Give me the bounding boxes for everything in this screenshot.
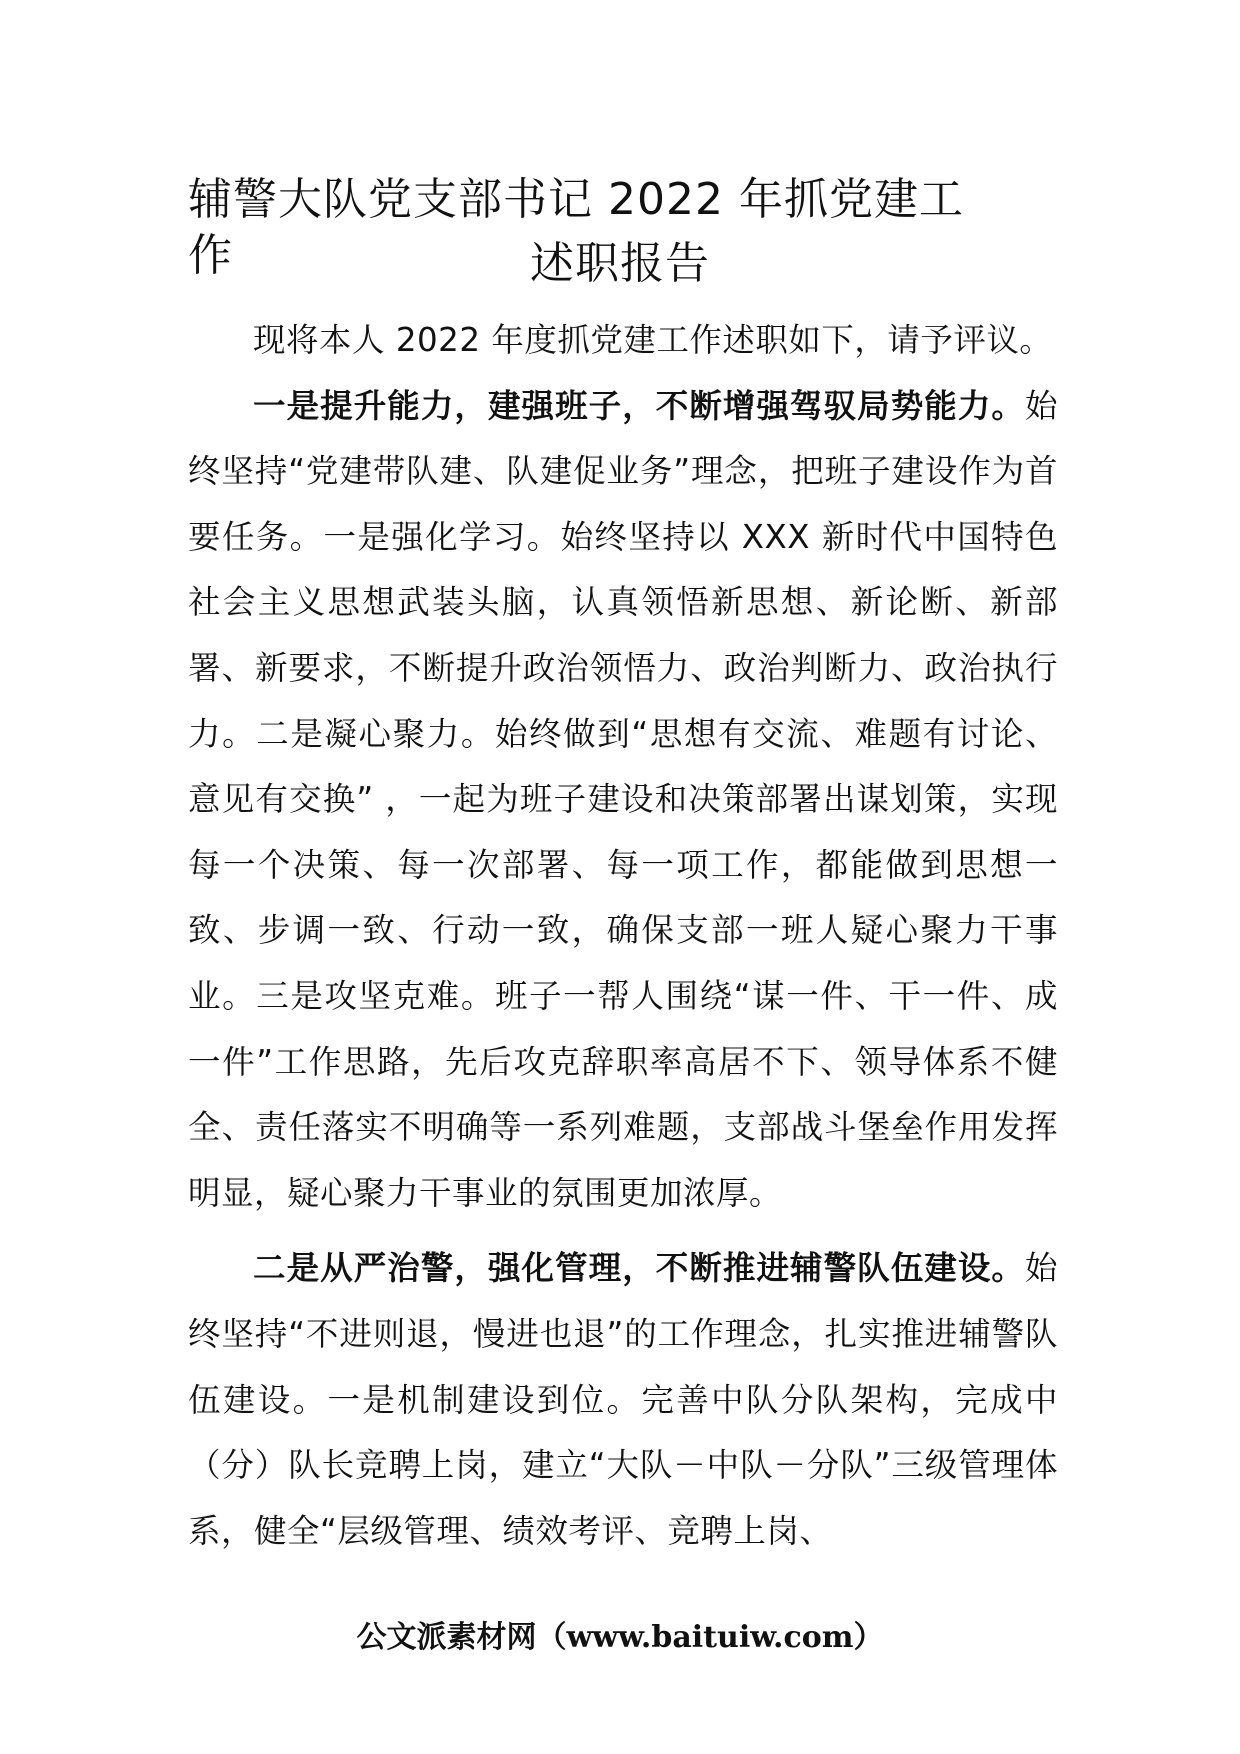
- section-2-heading: 二是从严治警，强化管理，不断推进辅警队伍建设。: [253, 1249, 1025, 1288]
- section-1-paragraph: [188, 374, 1058, 1227]
- section-2-paragraph: [188, 1236, 1058, 1564]
- intro-paragraph: [188, 308, 1058, 374]
- section-1-heading: 一是提升能力，建强班子，不断增强驾驭局势能力。: [253, 386, 1025, 425]
- document-title-line-1: 辅警大队党支部书记 2022 年抓党建工作: [188, 174, 964, 281]
- document-title-line-2: 述职报告: [530, 238, 710, 289]
- intro-text: 现将本人 2022 年度抓党建工作述职如下，请予评议。: [253, 321, 1053, 359]
- section-1-text: 始终坚持“党建带队建、队建促业务”理念，把班子建设作为首要任务。一是强化学习。始终坚持以 XXX 新时代中国特色社会主义思想武装头脑，认真领悟新思想、新论断、新部署、新要求，不断提升政治领悟力、政治判断力、政治执行力。二是凝心聚力。始终做到“思想有交流、难题有讨论、意见有交换” ，一起为班子建设和决策部署出谋划策，实现每一个决策、每一次部署、每一项工作，都能做到思想一致、步调一致、行动一致，确保支部一班人疑心聚力干事业。三是攻坚克难。班子一帮人围绕“谋一件、干一件、成一件”工作思路，先后攻克辞职率高居不下、领导体系不健全、责任落实不明确等一系列难题，支部战斗堡垒作用发挥明显，疑心聚力干事业的氛围更加浓厚。: [188, 386, 1058, 1212]
- section-2-text: 始终坚持“不进则退，慢进也退”的工作理念，扎实推进辅警队伍建设。一是机制建设到位。完善中队分队架构，完成中（分）队长竞聘上岗，建立“大队－中队－分队”三级管理体系，健全“层级管理、绩效考评、竞聘上岗、: [188, 1249, 1058, 1550]
- document-body: [188, 308, 1058, 1564]
- footer-watermark: 公文派素材网（www.baituiw.com）: [356, 1620, 884, 1655]
